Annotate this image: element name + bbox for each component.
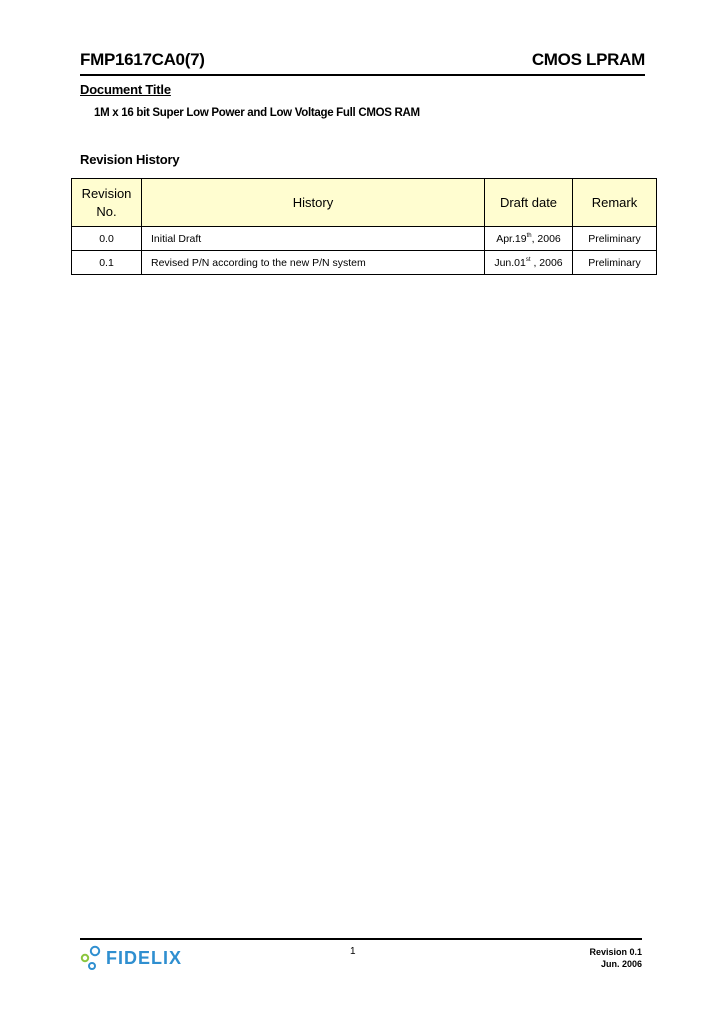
fidelix-logo-icon: [80, 945, 102, 971]
date-year: , 2006: [531, 232, 561, 245]
cell-history: Initial Draft: [142, 227, 485, 251]
header-remark: Remark: [573, 179, 657, 227]
header-revision-line2: No.: [96, 203, 117, 219]
cell-history: Revised P/N according to the new P/N system: [142, 251, 485, 275]
date-ordinal: st: [525, 256, 531, 263]
part-number: FMP1617CA0(7): [80, 50, 205, 69]
document-title: 1M x 16 bit Super Low Power and Low Voltage Full CMOS RAM: [94, 107, 420, 119]
cell-revision: 0.0: [72, 227, 142, 251]
cell-remark: Preliminary: [573, 227, 657, 251]
revision-history-table: [71, 178, 657, 275]
page-footer: [80, 938, 642, 980]
date-year: , 2006: [530, 256, 563, 269]
device-type: CMOS LPRAM: [531, 50, 645, 69]
page-header: [80, 50, 645, 76]
cell-remark: Preliminary: [573, 251, 657, 275]
date-prefix: Jun.01: [494, 256, 526, 269]
header-revision-line1: Revision: [81, 185, 132, 201]
cell-draft-date: [485, 251, 573, 275]
cell-draft-date: [485, 227, 573, 251]
table-header-row: [72, 179, 657, 227]
fidelix-logo: [80, 945, 182, 971]
footer-revision-block: [589, 946, 642, 970]
cell-revision: 0.1: [72, 251, 142, 275]
header-draft-date: Draft date: [485, 179, 573, 227]
header-revision-no: [72, 179, 142, 227]
table-row: [72, 227, 657, 251]
footer-date: Jun. 2006: [600, 959, 642, 969]
header-history: History: [142, 179, 485, 227]
document-title-label: Document Title: [80, 82, 171, 97]
footer-revision: Revision 0.1: [589, 947, 642, 957]
table-row: [72, 251, 657, 275]
logo-text: FIDELIX: [106, 947, 183, 968]
page-number: 1: [350, 946, 356, 957]
date-ordinal: th: [526, 232, 532, 239]
date-prefix: Apr.19: [496, 232, 527, 245]
revision-history-label: Revision History: [80, 152, 180, 167]
